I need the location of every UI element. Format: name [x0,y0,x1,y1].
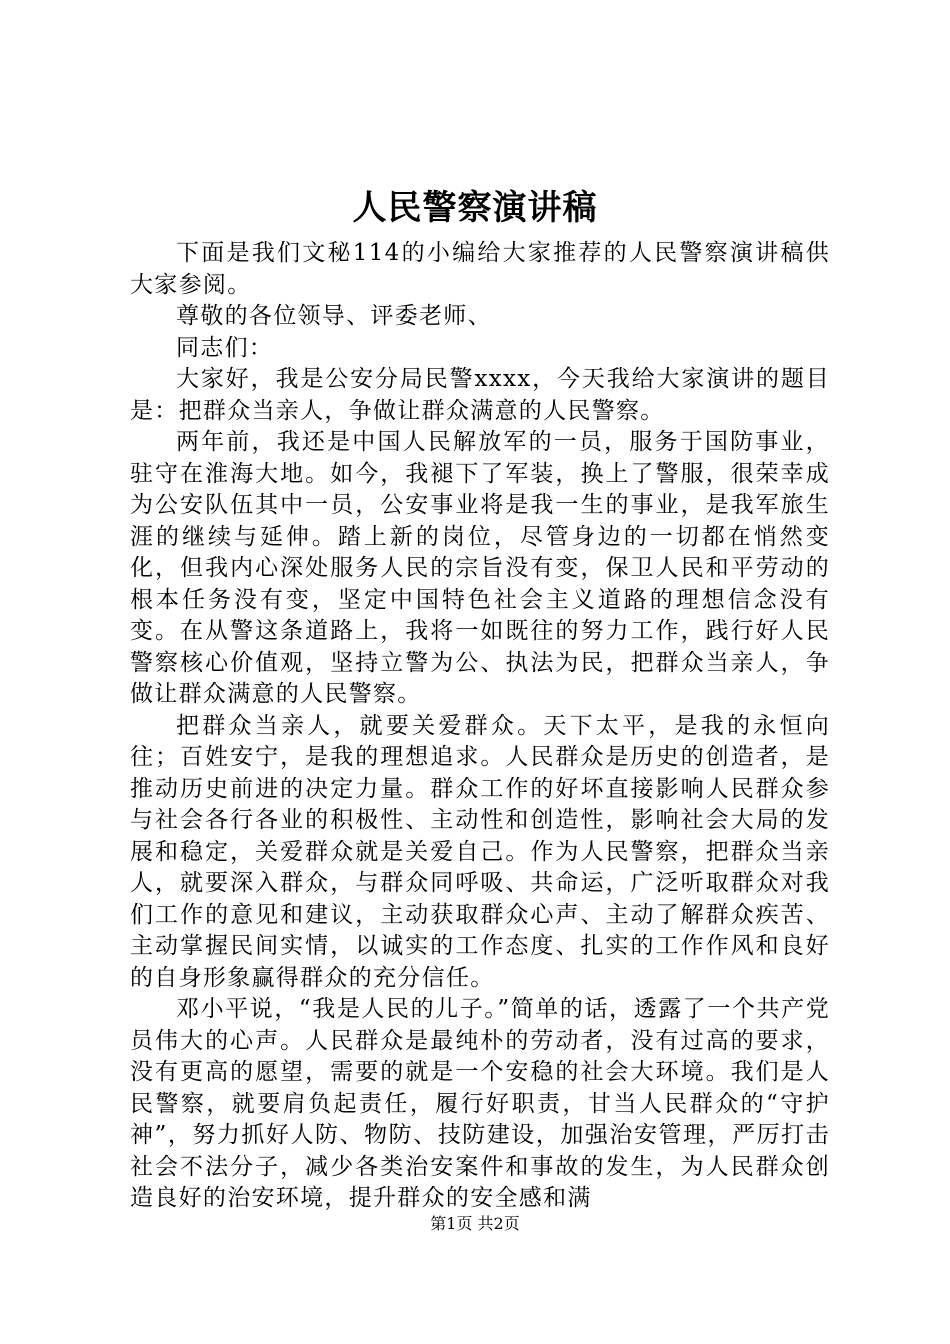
paragraph-greeting: 同志们： [176,334,274,361]
document-body [130,238,830,1215]
paragraph-intro: 下面是我们文秘114的小编给大家推荐的人民警察演讲稿供大家参阅。 [130,240,830,298]
paragraph-topic: 大家好，我是公安分局民警xxxx，今天我给大家演讲的题目是：把群众当亲人，争做让群众满意的人民警察。 [130,366,830,424]
page-footer: 第1页 共2页 [430,1214,520,1233]
document-title: 人民警察演讲稿 [352,188,598,228]
paragraph-deng-xiaoping: 邓小平说，“我是人民的儿子。”简单的话，透露了一个共产党员伟大的心声。人民群众是最纯朴的劳动者，没有过高的要求，没有更高的愿望，需要的就是一个安稳的社会大环境。我们是人民警察，就要肩负起责任，履行好职责，甘当人民群众的“守护神”，努力抓好人防、物防、技防建设，加强治安管理，严厉打击社会不法分子，减少各类治安案件和事故的发生，为人民群众创造良好的治安环境，提升群众的安全感和满 [130,996,830,1211]
paragraph-salutation: 尊敬的各位领导、评委老师、 [176,303,492,329]
paragraph-background: 两年前，我还是中国人民解放军的一员，服务于国防事业，驻守在淮海大地。如今，我褪下了军装，换上了警服，很荣幸成为公安队伍其中一员，公安事业将是我一生的事业，是我军旅生涯的继续与延伸。踏上新的岗位，尽管身边的一切都在悄然变化，但我内心深处服务人民的宗旨没有变，保卫人民和平劳动的根本任务没有变，坚定中国特色社会主义道路的理想信念没有变。在从警这条道路上，我将一如既往的努力工作，践行好人民警察核心价值观，坚持立警为公、执法为民，把群众当亲人，争做让群众满意的人民警察。 [130,429,830,707]
paragraph-care-for-people: 把群众当亲人，就要关爱群众。天下太平，是我的永恒向往；百姓安宁，是我的理想追求。人民群众是历史的创造者，是推动历史前进的决定力量。群众工作的好坏直接影响人民群众参与社会各行各业的积极性、主动性和创造性，影响社会大局的发展和稳定，关爱群众就是关爱自己。作为人民警察，把群众当亲人，就要深入群众，与群众同呼吸、共命运，广泛听取群众对我们工作的意见和建议，主动获取群众心声、主动了解群众疾苦、主动掌握民间实情，以诚实的工作态度、扎实的工作作风和良好的自身形象赢得群众的充分信任。 [130,712,830,991]
